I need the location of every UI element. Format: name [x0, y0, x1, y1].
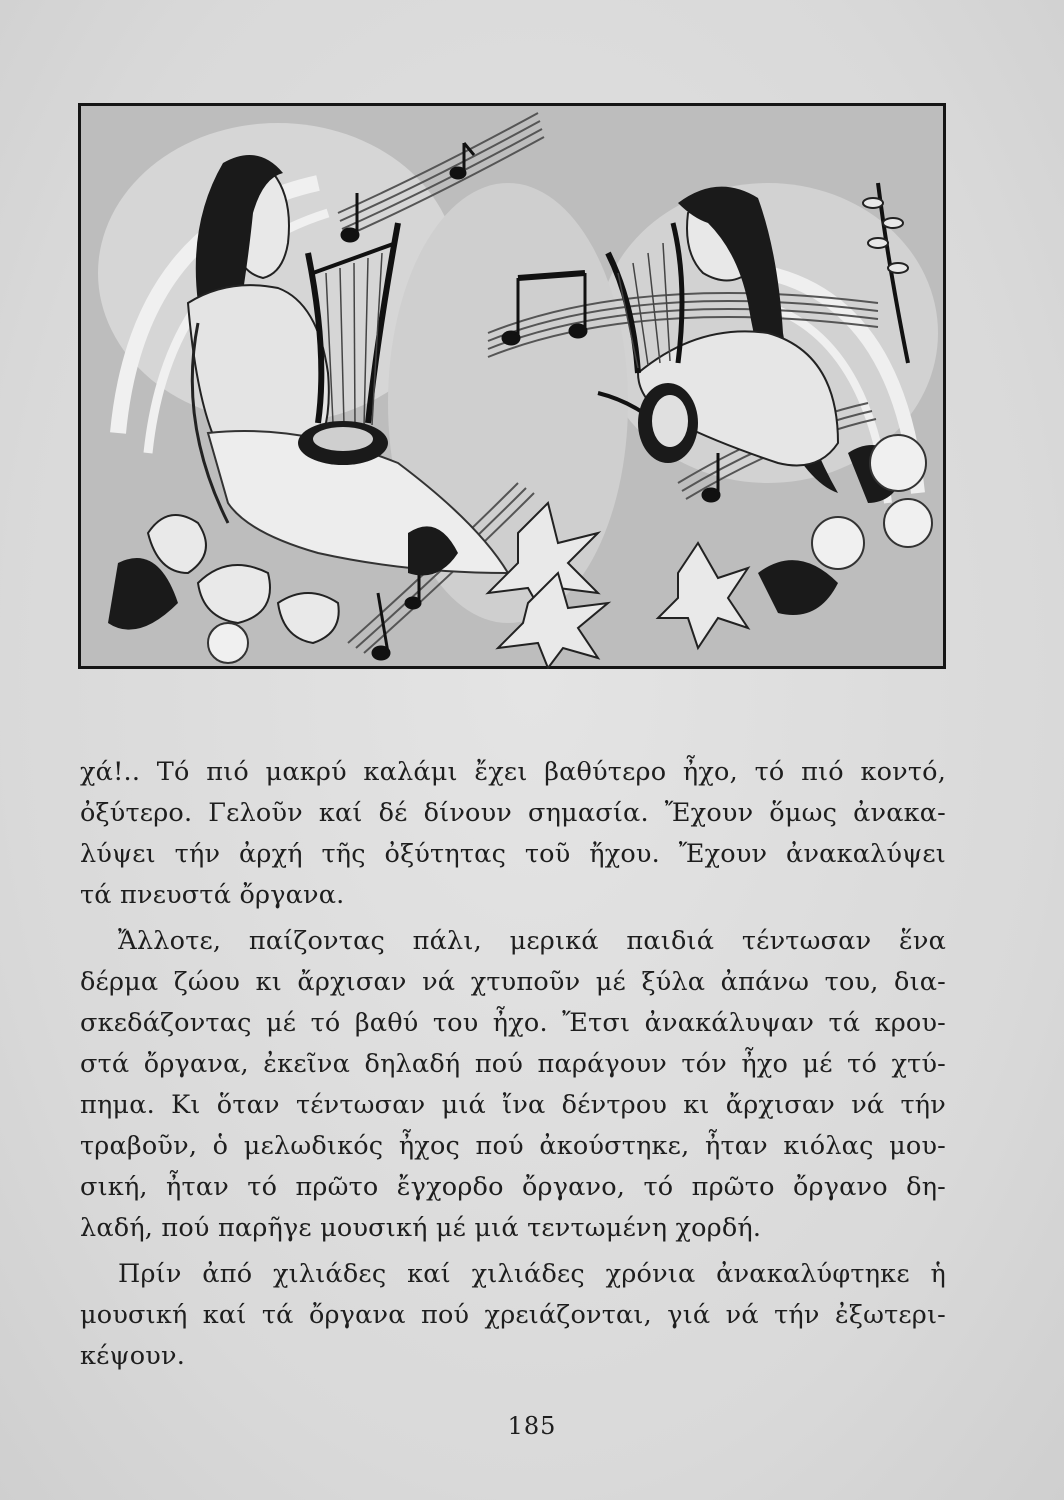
two-women-playing-lyres-illustration-icon: [78, 103, 946, 669]
text-line: τά πνευστά ὄργανα.: [80, 880, 345, 910]
text-line: πημα. Κι ὅταν τέντωσαν μιά ἴνα δέντρου κι ἄρχισαν νά τήν: [80, 1090, 946, 1120]
page-number: 185: [507, 1412, 557, 1440]
paragraph-3: [80, 1254, 946, 1377]
text-line: χά!.. Τό πιό μακρύ καλάμι ἔχει βαθύτερο ἦχο, τό πιό κοντό,: [80, 757, 946, 787]
text-line: Ἄλλοτε, παίζοντας πάλι, μερικά παιδιά τέντωσαν ἕνα: [118, 926, 946, 956]
text-line: σική, ἦταν τό πρῶτο ἔγχορδο ὄργανο, τό πρῶτο ὄργανο δη-: [80, 1172, 946, 1202]
body-text: [80, 752, 946, 1377]
paragraph-2: [80, 921, 946, 1249]
text-line: τραβοῦν, ὁ μελωδικός ἦχος πού ἀκούστηκε, ἦταν κιόλας μου-: [80, 1131, 946, 1161]
text-line: λαδή, πού παρῆγε μουσική μέ μιά τεντωμένη χορδή.: [80, 1213, 762, 1243]
text-line: δέρμα ζώου κι ἄρχισαν νά χτυποῦν μέ ξύλα ἀπάνω του, δια-: [80, 967, 946, 997]
text-line: στά ὄργανα, ἐκεῖνα δηλαδή πού παράγουν τόν ἦχο μέ τό χτύ-: [80, 1049, 946, 1079]
text-line: λύψει τήν ἀρχή τῆς ὀξύτητας τοῦ ἤχου. Ἔχουν ἀνακαλύψει: [80, 839, 946, 869]
text-line: μουσική καί τά ὄργανα πού χρειάζονται, γιά νά τήν ἐξωτερι-: [80, 1300, 946, 1330]
text-line: κέψουν.: [80, 1341, 186, 1371]
paragraph-1: [80, 752, 946, 916]
text-line: ὀξύτερο. Γελοῦν καί δέ δίνουν σημασία. Ἔχουν ὅμως ἀνακα-: [80, 798, 946, 828]
illustration-two-women-with-lyres: [78, 103, 946, 669]
text-line: σκεδάζοντας μέ τό βαθύ του ἦχο. Ἔτσι ἀνακάλυψαν τά κρου-: [80, 1008, 946, 1038]
text-line: Πρίν ἀπό χιλιάδες καί χιλιάδες χρόνια ἀνακαλύφτηκε ἡ: [118, 1259, 946, 1289]
